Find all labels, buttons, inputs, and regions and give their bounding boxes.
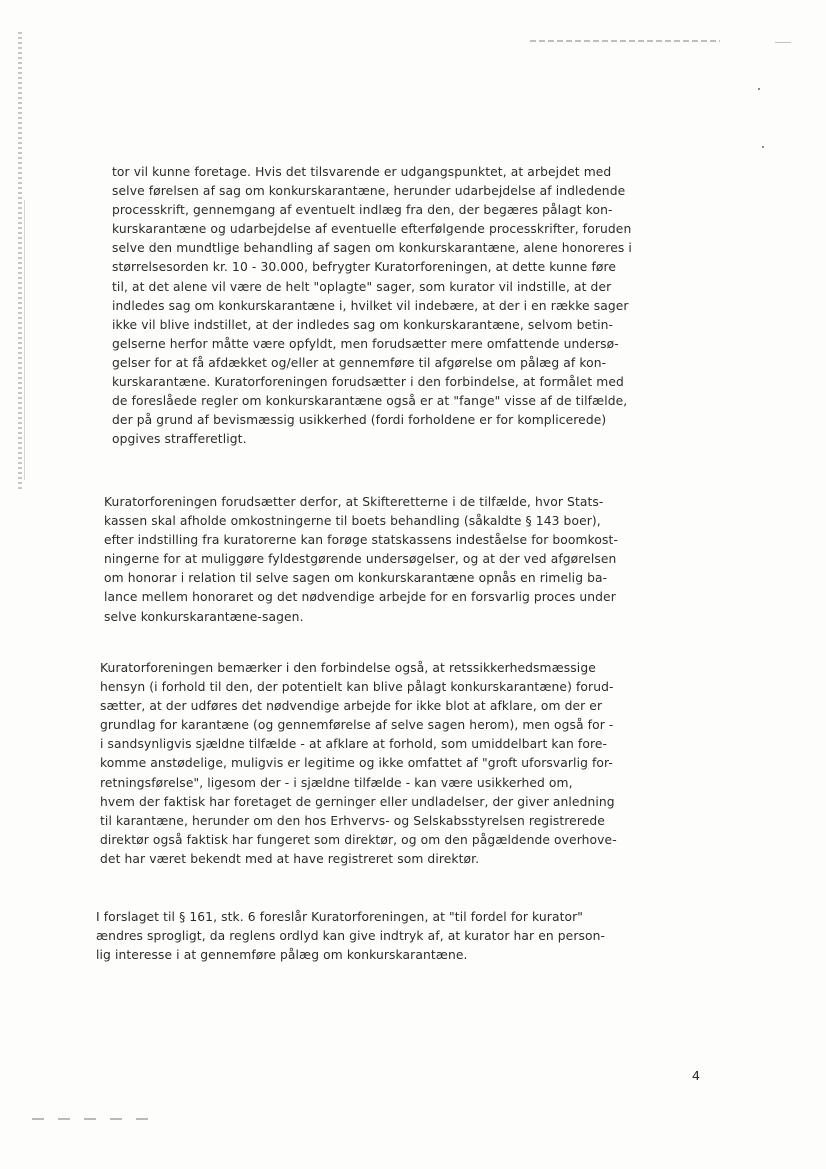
text-line: kurskarantæne. Kuratorforeningen forudsætter i den forbindelse, at formålet med (112, 375, 624, 390)
text-line: til karantæne, herunder om den hos Erhvervs- og Selskabsstyrelsen registrerede (100, 813, 605, 828)
paragraph-1 (112, 163, 632, 449)
text-line: ningerne for at muliggøre fyldestgørende undersøgelser, og at der ved afgørelsen (104, 552, 617, 567)
text-line: i sandsynligvis sjældne tilfælde - at afklare at forhold, som umiddelbart kan fore- (100, 737, 608, 752)
text-line: direktør også faktisk har fungeret som direktør, og om den pågældende overhove- (100, 832, 617, 847)
text-line: Kuratorforeningen forudsætter derfor, at Skifteretterne i de tilfælde, hvor Stats- (104, 495, 604, 509)
text-line: størrelsesorden kr. 10 - 30.000, befrygter Kuratorforeningen, at dette kunne føre (112, 260, 617, 275)
page-number: 4 (692, 1068, 700, 1083)
paragraph-2 (104, 493, 626, 627)
text-line: opgives strafferetligt. (112, 432, 247, 447)
text-line: kassen skal afholde omkostningerne til boets behandling (såkaldte § 143 boer), (104, 514, 601, 529)
scan-artifact-top-edge (530, 40, 720, 42)
text-line: gelserne herfor måtte være opfyldt, men forudsætter mere omfattende undersø- (112, 336, 619, 351)
text-line: hvem der faktisk har foretaget de gerninger eller undladelser, der giver anledning (100, 794, 615, 809)
text-line: Kuratorforeningen bemærker i den forbindelse også, at retssikkerhedsmæssige (100, 661, 596, 675)
text-line: retningsførelse", ligesom der - i sjældne tilfælde - kan være usikkerhed om, (100, 775, 573, 790)
text-line: selve konkurskarantæne-sagen. (104, 609, 304, 624)
paragraph-4 (96, 908, 616, 965)
text-line: om honorar i relation til selve sagen om konkurskarantæne opnås en rimelig ba- (104, 571, 608, 586)
paragraph-3 (100, 659, 624, 869)
text-line: de foreslåede regler om konkurskarantæne også er at "fange" visse af de tilfælde, (112, 394, 628, 409)
text-line: hensyn (i forhold til den, der potentielt kan blive pålagt konkurskarantæne) forud- (100, 680, 614, 695)
text-line: gelser for at få afdækket og/eller at gennemføre til afgørelse om pålæg af kon- (112, 355, 607, 370)
text-line: lance mellem honoraret og det nødvendige arbejde for en forsvarlig proces under (104, 590, 616, 605)
scan-artifact-bottom-edge (32, 1118, 152, 1120)
text-line: I forslaget til § 161, stk. 6 foreslår Kuratorforeningen, at "til fordel for kurator" (96, 910, 584, 924)
text-line: selve den mundtlige behandling af sagen om konkurskarantæne, alene honoreres i (112, 241, 632, 256)
text-line: sætter, at der udføres det nødvendige arbejde for ikke blot at afklare, om der er (100, 699, 603, 714)
scan-artifact-left-edge (18, 32, 22, 492)
text-line: ikke vil blive indstillet, at der indledes sag om konkurskarantæne, selvom betin- (112, 317, 614, 332)
text-line: grundlag for karantæne (og gennemførelse af selve sagen herom), men også for - (100, 718, 614, 733)
scan-artifact-left-line (24, 200, 25, 480)
text-line: komme anstødelige, muligvis er legitime og ikke omfattet af "groft uforsvarlig for- (100, 756, 613, 771)
scan-artifact-top-mark (775, 42, 791, 43)
text-line: til, at det alene vil være de helt "oplagte" sager, som kurator vil indstille, at der (112, 279, 612, 294)
text-line: der på grund af bevismæssig usikkerhed (fordi forholdene er for komplicerede) (112, 413, 607, 428)
text-line: processkrift, gennemgang af eventuelt indlæg fra den, der begæres pålagt kon- (112, 203, 613, 218)
text-line: lig interesse i at gennemføre pålæg om konkurskarantæne. (96, 948, 468, 963)
scan-artifact-dot (758, 88, 760, 90)
scan-artifact-dot (762, 146, 764, 148)
text-line: efter indstilling fra kuratorerne kan forøge statskassens indeståelse for boomkost- (104, 533, 619, 548)
text-line: ændres sprogligt, da reglens ordlyd kan give indtryk af, at kurator har en person- (96, 929, 606, 944)
text-line: det har været bekendt med at have registreret som direktør. (100, 851, 480, 866)
text-line: indledes sag om konkurskarantæne i, hvilket vil indebære, at der i en række sager (112, 298, 629, 313)
text-line: selve førelsen af sag om konkurskarantæne, herunder udarbejdelse af indledende (112, 184, 626, 199)
text-line: tor vil kunne foretage. Hvis det tilsvarende er udgangspunktet, at arbejdet med (112, 165, 612, 179)
text-line: kurskarantæne og udarbejdelse af eventuelle efterfølgende processkrifter, foruden (112, 222, 632, 237)
